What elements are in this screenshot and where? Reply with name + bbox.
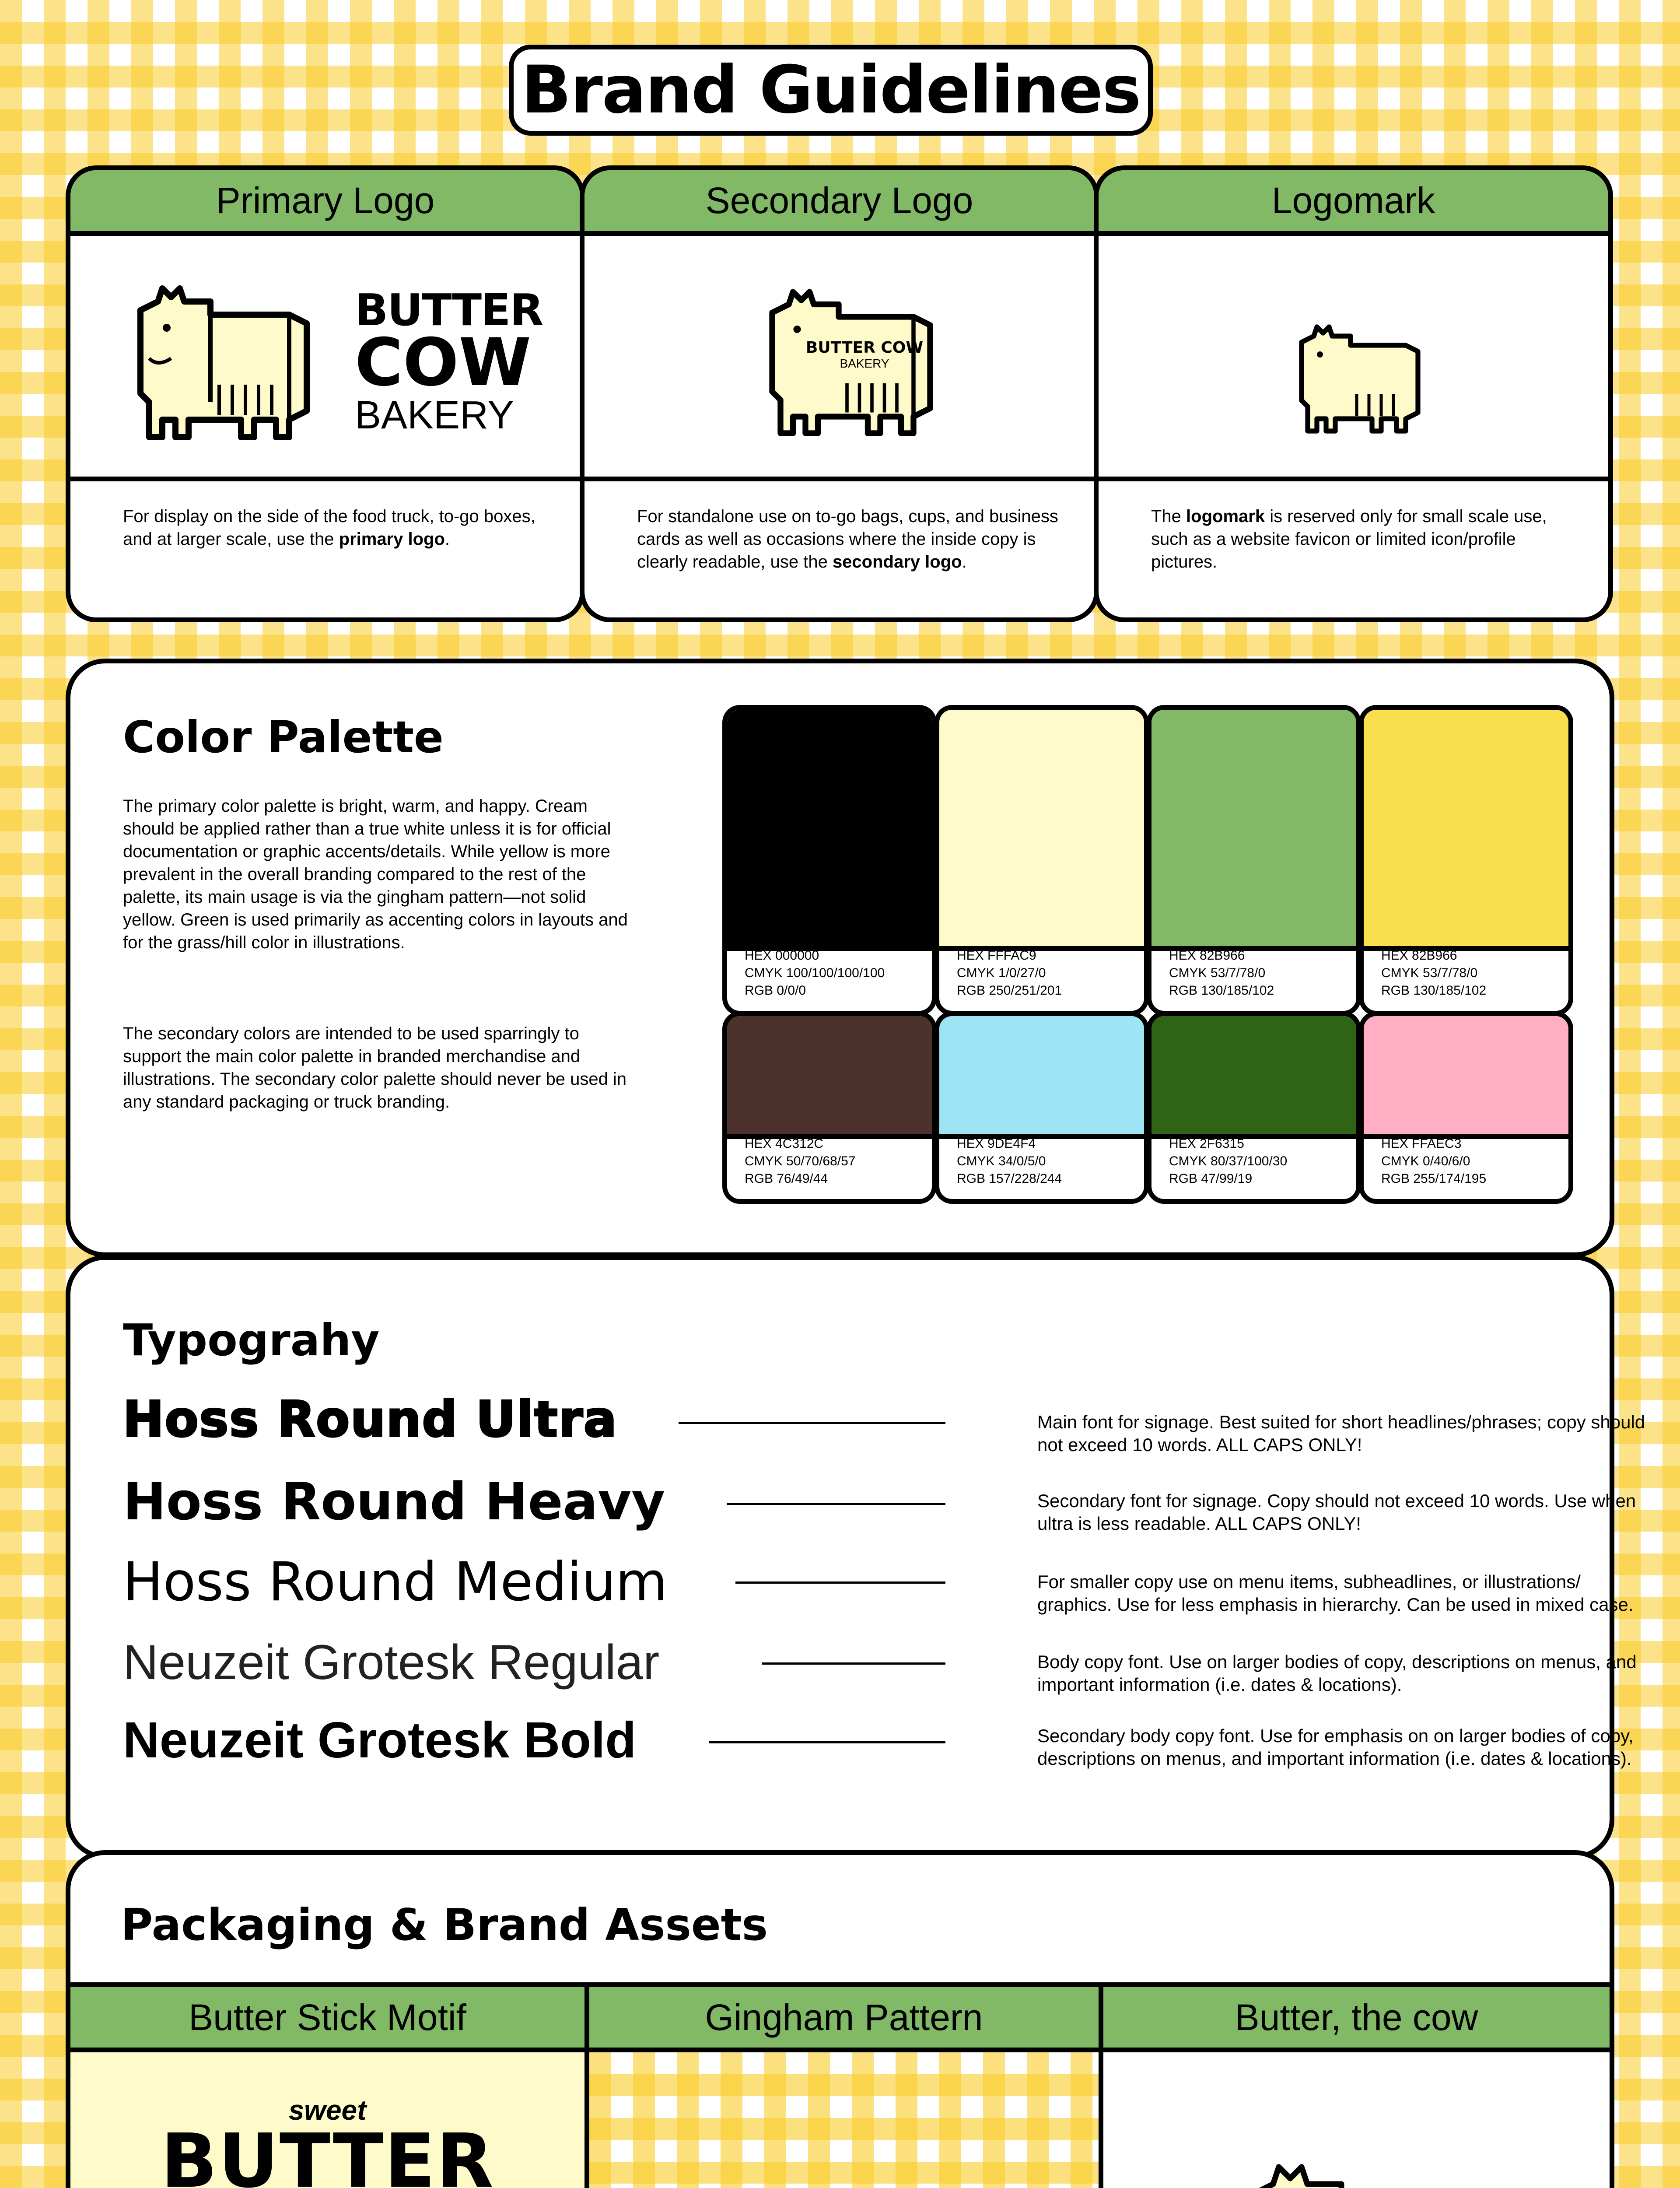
swatch-cmyk: CMYK 50/70/68/57 — [745, 1154, 856, 1168]
font-sample-hoss-heavy: Hoss Round Heavy — [123, 1471, 665, 1532]
color-palette-title: Color Palette — [123, 712, 444, 763]
color-swatch — [934, 1011, 1149, 1204]
swatch-cmyk: CMYK 80/37/100/30 — [1169, 1154, 1288, 1168]
swatch-cmyk: CMYK 0/40/6/0 — [1381, 1154, 1470, 1168]
primary-wordmark-bakery: BAKERY — [355, 393, 514, 437]
gingham-panel — [589, 2052, 1099, 2188]
swatch-rgb: RGB 76/49/44 — [745, 1171, 828, 1186]
swatch-rgb: RGB 250/251/201 — [957, 983, 1062, 998]
color-swatch — [722, 1011, 937, 1204]
primary-wordmark-butter: BUTTER — [355, 284, 543, 336]
cow-icon — [123, 271, 315, 446]
typography-section — [66, 1255, 1645, 1859]
font-sample-hoss-medium: Hoss Round Medium — [123, 1551, 668, 1613]
swatch-fill — [939, 710, 1144, 951]
butter-cow-illustration — [1208, 2144, 1497, 2188]
font-sample-neuzeit-bold: Neuzeit Grotesk Bold — [123, 1711, 637, 1768]
secondary-logo-desc: For standalone use on to-go bags, cups, and business cards as well as occasions where the inside copy is clearly readable, use the secondary logo. — [637, 507, 1058, 572]
secondary-wordmark-name: BUTTER COW — [805, 339, 924, 357]
swatch-rgb: RGB 130/185/102 — [1169, 983, 1274, 998]
color-palette-para1: The primary color palette is bright, warm, and happy. Cream should be applied rather than a true white unless it is for official documentation or graphic accents/details. While yellow is more prevalent in the overall branding compared to the rest of the palette, its main usage is via the gingham pattern—not solid yellow. Green is used primarily as accenting colors in layouts and for the grass/hill color in illustrations. — [123, 796, 628, 952]
swatch-cmyk: CMYK 1/0/27/0 — [957, 966, 1046, 980]
swatch-cmyk: CMYK 100/100/100/100 — [745, 966, 885, 980]
color-swatch — [1147, 705, 1361, 1016]
swatch-hex: HEX FFAEC3 — [1381, 1136, 1462, 1151]
color-swatch — [934, 705, 1149, 1016]
swatch-rgb: RGB 255/174/195 — [1381, 1171, 1487, 1186]
logomark-header: Logomark — [1099, 170, 1608, 236]
secondary-logo — [733, 275, 961, 450]
swatch-fill — [727, 710, 932, 951]
logomark-desc: The logomark is reserved only for small scale use, such as a website favicon or limited icon/profile pictures. — [1151, 507, 1547, 572]
font-desc-neuzeit-bold: Secondary body copy font. Use for emphasis on on larger bodies of copy, descriptions on menus, and important information (i.e. dates & locations). — [1037, 1725, 1634, 1769]
font-sample-hoss-ultra: Hoss Round Ultra — [123, 1391, 618, 1448]
butter-cow-panel — [1103, 2052, 1610, 2188]
swatch-fill — [1364, 710, 1568, 951]
color-swatch — [722, 705, 937, 1016]
color-swatch — [1147, 1011, 1361, 1204]
secondary-logo-card — [580, 165, 1099, 622]
swatch-cmyk: CMYK 34/0/5/0 — [957, 1154, 1046, 1168]
primary-wordmark-cow: COW — [355, 325, 532, 401]
logomark — [1287, 315, 1427, 437]
cow-icon — [1287, 315, 1427, 437]
butter-stick-panel — [70, 2052, 584, 2188]
swatch-grid — [722, 705, 1567, 1204]
swatch-fill — [1152, 1016, 1356, 1139]
primary-logo-header: Primary Logo — [70, 170, 580, 236]
page-title: Brand Guidelines — [521, 52, 1141, 128]
font-desc-hoss-medium: For smaller copy use on menu items, subheadlines, or illustrations/ graphics. Use for less emphasis in hierarchy. Can be used in mixed case. — [1037, 1571, 1634, 1615]
swatch-hex: HEX FFFAC9 — [957, 948, 1036, 963]
swatch-hex: HEX 4C312C — [745, 1136, 824, 1151]
swatch-fill — [1152, 710, 1356, 951]
color-palette-section — [66, 659, 1614, 1257]
butter-word: BUTTER — [161, 2118, 494, 2188]
swatch-rgb: RGB 157/228/244 — [957, 1171, 1062, 1186]
swatch-rgb: RGB 47/99/19 — [1169, 1171, 1253, 1186]
secondary-logo-header: Secondary Logo — [584, 170, 1094, 236]
primary-logo-card — [66, 165, 585, 622]
swatch-hex: HEX 82B966 — [1381, 948, 1457, 963]
font-desc-neuzeit-regular: Body copy font. Use on larger bodies of copy, descriptions on menus, and important information (i.e. dates & locations). — [1037, 1652, 1637, 1695]
font-desc-hoss-ultra: Main font for signage. Best suited for short headlines/phrases; copy should not exceed 10 words. ALL CAPS ONLY! — [1037, 1412, 1645, 1455]
title-box — [509, 45, 1153, 136]
swatch-hex: HEX 000000 — [745, 948, 819, 963]
swatch-cmyk: CMYK 53/7/78/0 — [1381, 966, 1478, 980]
primary-logo — [123, 271, 560, 455]
swatch-fill — [1364, 1016, 1568, 1139]
primary-logo-desc: For display on the side of the food truck, to-go boxes, and at larger scale, use the primary logo. — [123, 507, 536, 549]
swatch-hex: HEX 2F6315 — [1169, 1136, 1244, 1151]
color-swatch — [1359, 1011, 1573, 1204]
color-palette-para2: The secondary colors are intended to be used sparringly to support the main color palette in branded merchandise and illustrations. The secondary color palette should never be used in any standard packaging or truck branding. — [123, 1024, 627, 1112]
font-rule — [679, 1422, 945, 1424]
font-rule — [762, 1662, 945, 1665]
swatch-cmyk: CMYK 53/7/78/0 — [1169, 966, 1266, 980]
logomark-card — [1094, 165, 1613, 622]
font-sample-neuzeit-regular: Neuzeit Grotesk Regular — [123, 1635, 660, 1690]
packaging-title: Packaging & Brand Assets — [121, 1899, 768, 1950]
butter-cow-header: Butter, the cow — [1099, 1982, 1610, 2052]
typography-title: Typograhy — [123, 1315, 380, 1366]
butter-stick-header: Butter Stick Motif — [70, 1982, 584, 2052]
swatch-hex: HEX 9DE4F4 — [957, 1136, 1036, 1151]
butter-sweet: sweet — [288, 2094, 367, 2126]
swatch-rgb: RGB 0/0/0 — [745, 983, 806, 998]
font-desc-hoss-heavy: Secondary font for signage. Copy should not exceed 10 words. Use when ultra is less readable. ALL CAPS ONLY! — [1037, 1490, 1636, 1534]
swatch-fill — [727, 1016, 932, 1139]
swatch-rgb: RGB 130/185/102 — [1381, 983, 1487, 998]
font-rule — [709, 1741, 945, 1743]
secondary-wordmark-bakery: BAKERY — [840, 357, 889, 370]
font-rule — [727, 1503, 945, 1505]
gingham-header: Gingham Pattern — [584, 1982, 1099, 2052]
font-rule — [735, 1581, 945, 1584]
swatch-hex: HEX 82B966 — [1169, 948, 1245, 963]
swatch-fill — [939, 1016, 1144, 1139]
color-swatch — [1359, 705, 1573, 1016]
